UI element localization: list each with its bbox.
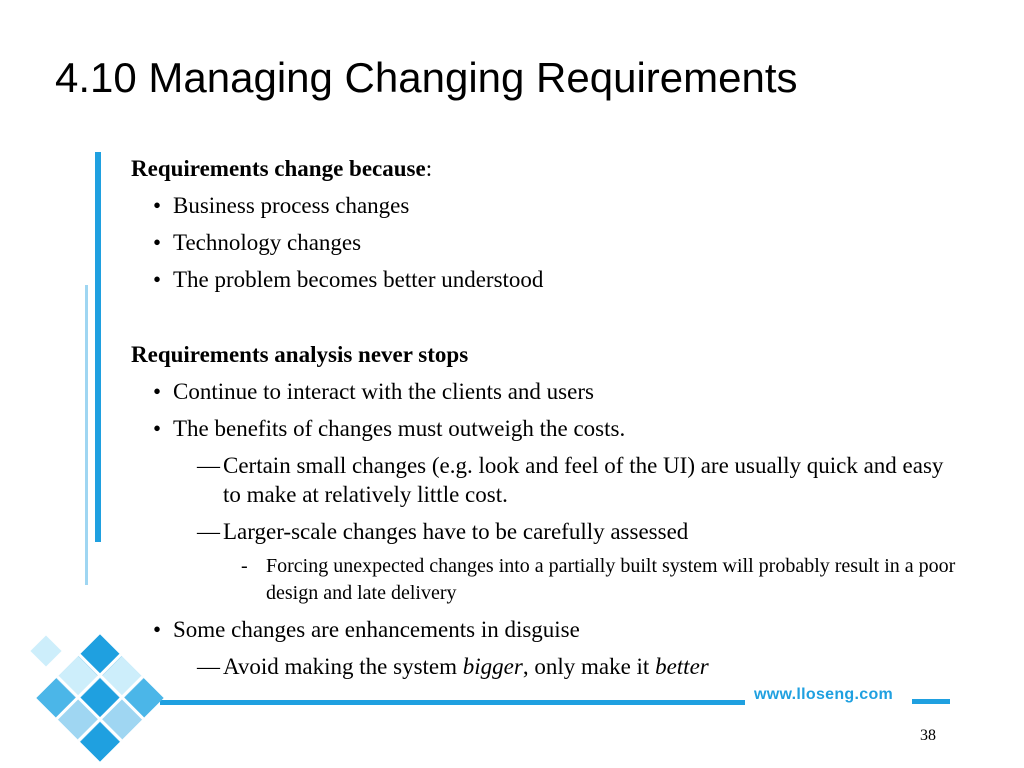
vertical-accent-line-thin [85,285,88,585]
sub-text: Forcing unexpected changes into a partially built system will probably result in a poor design and late delivery [266,555,956,604]
dash-item [131,648,961,685]
bullet-marker: • [153,193,162,218]
slide-title: 4.10 Managing Changing Requirements [55,54,798,101]
spacer [131,298,961,336]
dash-text [197,648,961,685]
bullet-item [131,224,961,261]
bullet-marker: • [153,230,162,255]
footer-line [160,700,745,705]
bullet-text: Continue to interact with the clients and users [173,379,594,404]
bullet-marker: • [153,267,162,292]
dash-marker: — [197,654,220,679]
dash-text-part: Avoid making the system [223,654,463,679]
slide-body [131,150,961,685]
page-number: 38 [920,727,936,744]
bullet-item [131,611,961,648]
footer-line-right [912,699,950,704]
vertical-accent-line [95,152,101,542]
dash-item [131,447,961,513]
bullet-text: Technology changes [173,230,362,255]
bullet-item [131,410,961,447]
bullet-marker: • [153,379,162,404]
heading-text: Requirements change because [131,156,426,181]
dash-text: Certain small changes (e.g. look and feel of the UI) are usually quick and easy to make at relatively little cost. [223,453,944,507]
emphasis-better: better [655,654,709,679]
bullet-text: The benefits of changes must outweigh the costs. [173,416,626,441]
bullet-item [131,373,961,410]
bullet-marker: • [153,416,162,441]
bullet-item [131,187,961,224]
bullet-text: Some changes are enhancements in disguise [173,617,580,642]
dash-text-part: , only make it [522,654,656,679]
footer-url-link[interactable]: www.lloseng.com [754,686,894,703]
dash-item [131,513,961,550]
heading-colon: : [425,156,433,181]
bullet-item [131,261,961,298]
bullet-marker: • [153,617,162,642]
bullet-text: The problem becomes better understood [173,267,544,292]
dash-marker: — [197,519,220,544]
section-heading [131,150,961,187]
bullet-text: Business process changes [173,193,410,218]
emphasis-bigger: bigger [462,654,523,679]
logo-shadow-square [30,635,61,666]
dash-marker: — [197,453,220,478]
dash-text: Larger-scale changes have to be carefully assessed [223,519,689,544]
sub-item [131,550,961,611]
sub-marker: - [241,555,248,577]
section-heading: Requirements analysis never stops [131,342,469,367]
